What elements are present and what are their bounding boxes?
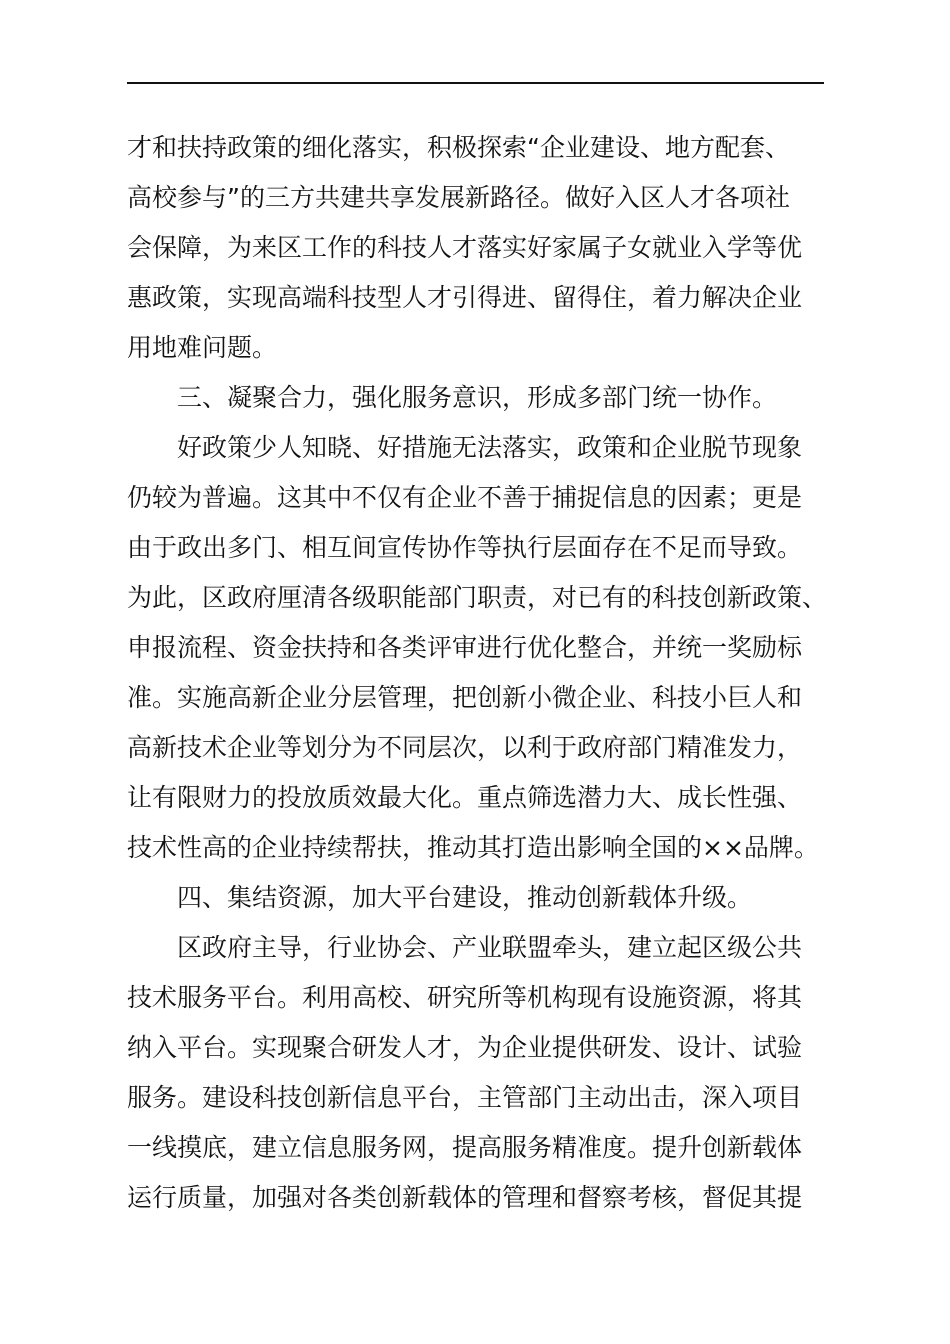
text-line: 惠政策，实现高端科技型人才引得进、留得住，着力解决企业 — [127, 283, 803, 312]
text-line: 由于政出多门、相互间宣传协作等执行层面存在不足而导致。 — [127, 533, 803, 562]
text-line: 一线摸底，建立信息服务网，提高服务精准度。提升创新载体 — [127, 1133, 803, 1162]
text-line: 才和扶持政策的细化落实，积极探索“企业建设、地方配套、 — [127, 133, 790, 162]
text-line: 会保障，为来区工作的科技人才落实好家属子女就业入学等优 — [127, 233, 803, 262]
text-line: 高校参与”的三方共建共享发展新路径。做好入区人才各项社 — [127, 183, 790, 212]
text-line: 服务。建设科技创新信息平台，主管部门主动出击，深入项目 — [127, 1083, 803, 1112]
text-line: 申报流程、资金扶持和各类评审进行优化整合，并统一奖励标 — [127, 633, 803, 662]
text-line: 高新技术企业等划分为不同层次，以利于政府部门精准发力， — [127, 733, 803, 762]
text-line: 运行质量，加强对各类创新载体的管理和督察考核，督促其提 — [127, 1183, 803, 1212]
text-line: 技术服务平台。利用高校、研究所等机构现有设施资源，将其 — [127, 983, 803, 1012]
document-body — [127, 123, 827, 1223]
text-line: 用地难问题。 — [127, 333, 278, 362]
text-line: 区政府主导，行业协会、产业联盟牵头，建立起区级公共 — [127, 933, 803, 962]
header-rule — [127, 82, 824, 84]
text-line: 技术性高的企业持续帮扶，推动其打造出影响全国的××品牌。 — [127, 833, 819, 862]
text-line: 好政策少人知晓、好措施无法落实，政策和企业脱节现象 — [127, 433, 803, 462]
text-line: 准。实施高新企业分层管理，把创新小微企业、科技小巨人和 — [127, 683, 803, 712]
text-line: 让有限财力的投放质效最大化。重点筛选潜力大、成长性强、 — [127, 783, 803, 812]
text-line: 仍较为普遍。这其中不仅有企业不善于捕捉信息的因素；更是 — [127, 483, 803, 512]
section-heading: 四、集结资源，加大平台建设，推动创新载体升级。 — [127, 883, 753, 912]
text-line: 为此，区政府厘清各级职能部门职责，对已有的科技创新政策、 — [127, 583, 828, 612]
section-heading: 三、凝聚合力，强化服务意识，形成多部门统一协作。 — [127, 383, 778, 412]
text-line: 纳入平台。实现聚合研发人才，为企业提供研发、设计、试验 — [127, 1033, 803, 1062]
